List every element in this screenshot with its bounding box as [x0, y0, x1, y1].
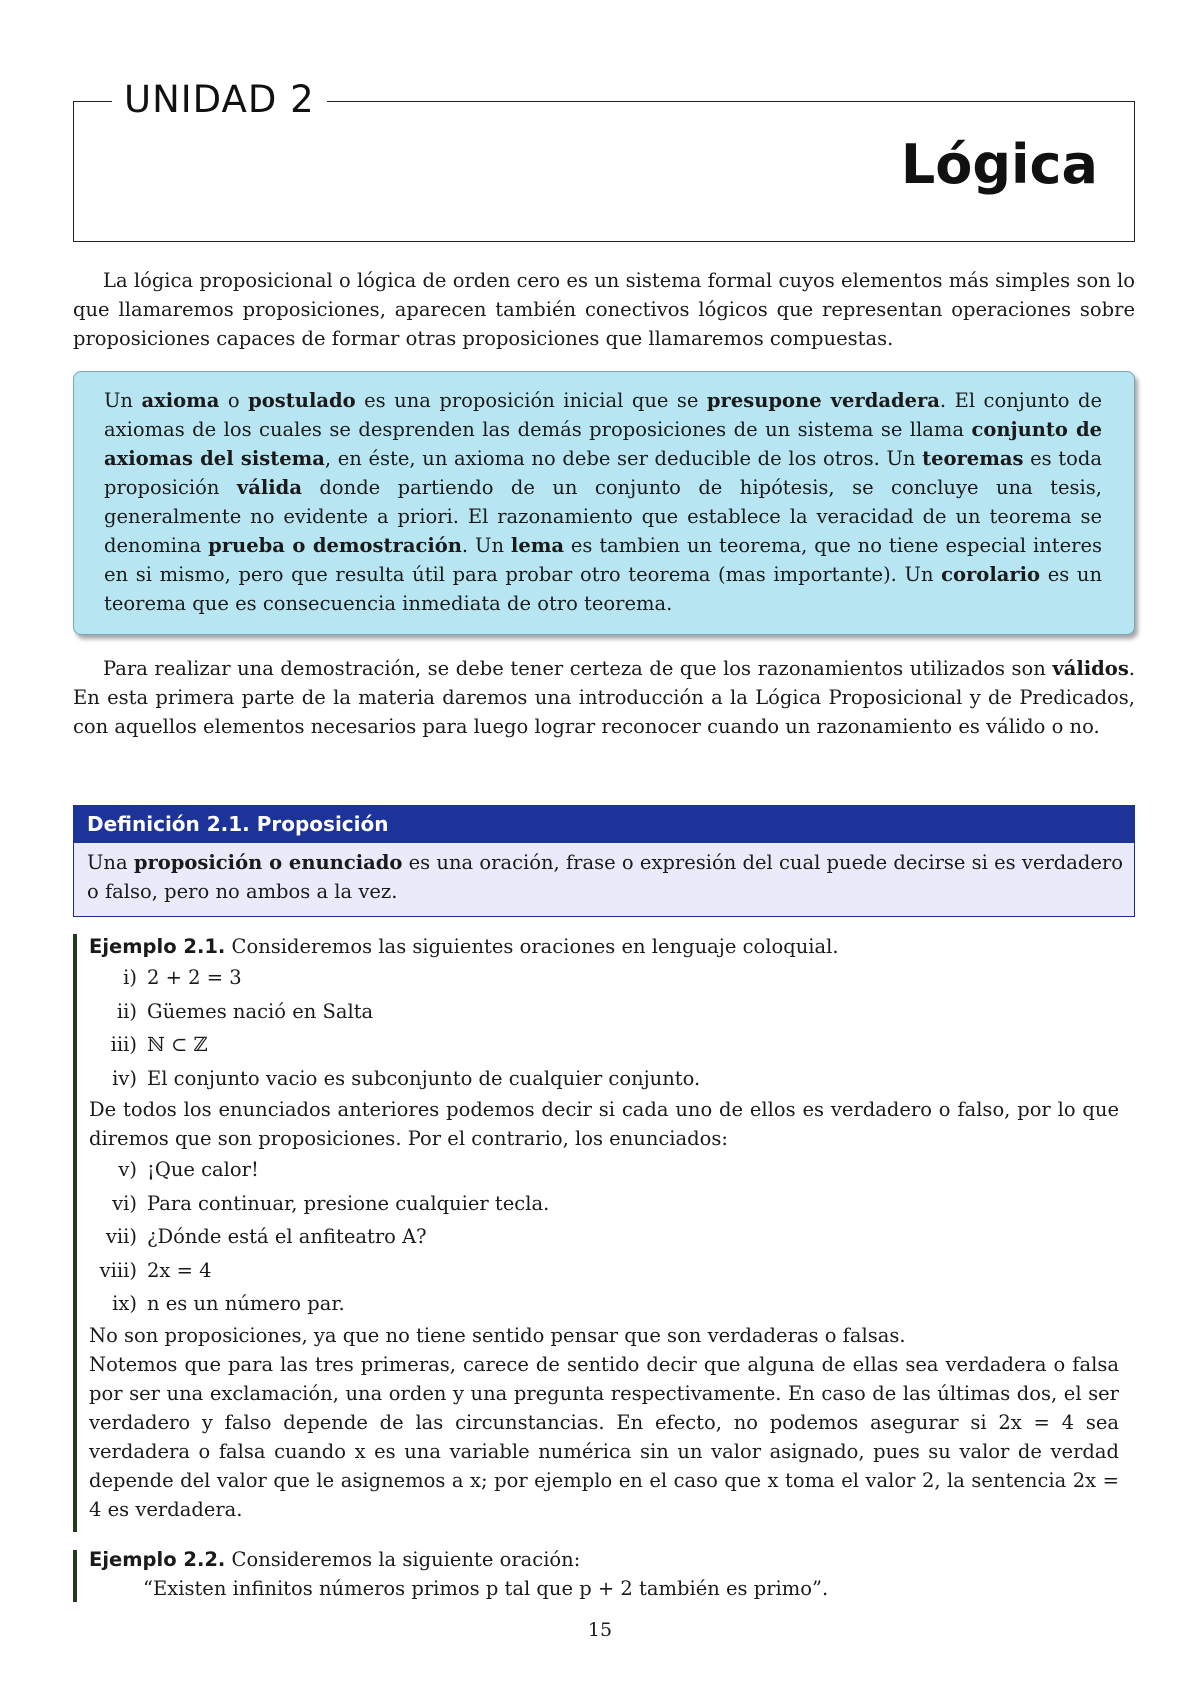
example-2-side-bar	[73, 1550, 77, 1602]
list-item-text: Güemes nació en Salta	[147, 999, 374, 1023]
items_b-item	[89, 1287, 1119, 1321]
list-item-text: 2x = 4	[147, 1258, 212, 1282]
items_a-item	[89, 1028, 1119, 1062]
example-1-list-a	[89, 961, 1119, 1095]
list-item-text: n es un número par.	[147, 1292, 345, 1315]
items_b-item	[89, 1254, 1119, 1288]
list-marker: vii)	[105, 1225, 137, 1248]
list-item-text: ¿Dónde está el anfiteatro A?	[147, 1225, 427, 1248]
items_b-item	[89, 1187, 1119, 1221]
list-item-text: 2 + 2 = 3	[147, 966, 242, 989]
list-marker: ix)	[112, 1292, 137, 1315]
example-1	[89, 932, 1119, 1524]
list-item-text: ℕ ⊂ ℤ	[147, 1033, 208, 1056]
list-marker: v)	[118, 1158, 137, 1181]
list-item-text: Para continuar, presione cualquier tecla.	[147, 1191, 550, 1215]
example-1-intro: Ejemplo 2.1. Consideremos las siguientes oraciones en lenguaje coloquial.	[89, 935, 839, 958]
example-1-middle: De todos los enunciados anteriores podemos decir si cada uno de ellos es verdadero o falso, por lo que diremos que son proposiciones. Por el contrario, los enunciados:	[89, 1098, 1119, 1150]
chapter-label: UNIDAD 2	[112, 78, 327, 122]
demonstration-paragraph: Para realizar una demostración, se debe tener certeza de que los razonamientos utilizados son válidos. En esta primera parte de la materia daremos una introducción a la Lógica Proposicional y de Predicados, con aquellos elementos necesarios para luego lograr reconocer cuando un razonamiento es válido o no.	[73, 657, 1135, 738]
intro-paragraph: La lógica proposicional o lógica de orden cero es un sistema formal cuyos elementos más simples son lo que llamaremos proposiciones, aparecen también conectivos lógicos que representan operaciones sobre proposiciones capaces de formar otras proposiciones que llamaremos compuestas.	[73, 269, 1135, 350]
definition-title: Definición 2.1. Proposición	[87, 812, 389, 836]
list-item-text: ¡Que calor!	[147, 1158, 259, 1181]
list-marker: i)	[123, 966, 137, 989]
example-1-conclusion: No son proposiciones, ya que no tiene sentido pensar que son verdaderas o falsas.	[89, 1323, 906, 1347]
example-2	[89, 1545, 1119, 1603]
example-1-list-b	[89, 1153, 1119, 1321]
example-1-side-bar	[73, 934, 77, 1532]
example-2-heading: Ejemplo 2.2.	[89, 1548, 226, 1571]
list-marker: viii)	[99, 1258, 137, 1282]
example-2-quote: “Existen infinitos números primos p tal que p + 2 también es primo”.	[143, 1577, 829, 1600]
page-number: 15	[587, 1619, 613, 1641]
definition-text: Una proposición o enunciado es una oración, frase o expresión del cual puede decirse si es verdadero o falso, pero no ambos a la vez.	[87, 851, 1123, 903]
list-marker: iv)	[112, 1066, 137, 1090]
items_a-item	[89, 995, 1119, 1029]
list-marker: iii)	[110, 1033, 137, 1056]
axiom-callout-text: Un axioma o postulado es una proposición inicial que se presupone verdadera. El conjunto de axiomas de los cuales se desprenden las demás proposiciones de un sistema se llama conjunto de axiomas del sistema, en éste, un axioma no debe ser deducible de los otros. Un teoremas es toda proposición válida donde partiendo de un conjunto de hipótesis, se concluye una tesis, generalmente no evidente a priori. El razonamiento que establece la veracidad de un teorema se denomina prueba o demostración. Un lema es tambien un teorema, que no tiene especial interes en si mismo, pero que resulta útil para probar otro teorema (mas importante). Un corolario es un teorema que es consecuencia inmediata de otro teorema.	[104, 389, 1103, 615]
list-item-text: El conjunto vacio es subconjunto de cualquier conjunto.	[147, 1066, 701, 1090]
items_a-item	[89, 961, 1119, 995]
example-1-heading: Ejemplo 2.1.	[89, 935, 226, 958]
example-2-intro: Ejemplo 2.2. Consideremos la siguiente oración:	[89, 1548, 581, 1571]
list-marker: ii)	[116, 999, 137, 1023]
list-marker: vi)	[112, 1191, 137, 1215]
example-1-note: Notemos que para las tres primeras, carece de sentido decir que alguna de ellas sea verdadera o falsa por ser una exclamación, una orden y una pregunta respectivamente. En caso de las últimas dos, el ser verdadero y falso depende de las circunstancias. En efecto, no podemos asegurar si 2x = 4 sea verdadera o falsa cuando x es una variable numérica sin un valor asignado, pues su valor de verdad depende del valor que le asignemos a x; por ejemplo en el caso que x toma el valor 2, la sentencia 2x = 4 es verdadera.	[89, 1352, 1119, 1521]
items_a-item	[89, 1062, 1119, 1096]
chapter-title: Lógica	[900, 133, 1098, 196]
items_b-item	[89, 1220, 1119, 1254]
items_b-item	[89, 1153, 1119, 1187]
